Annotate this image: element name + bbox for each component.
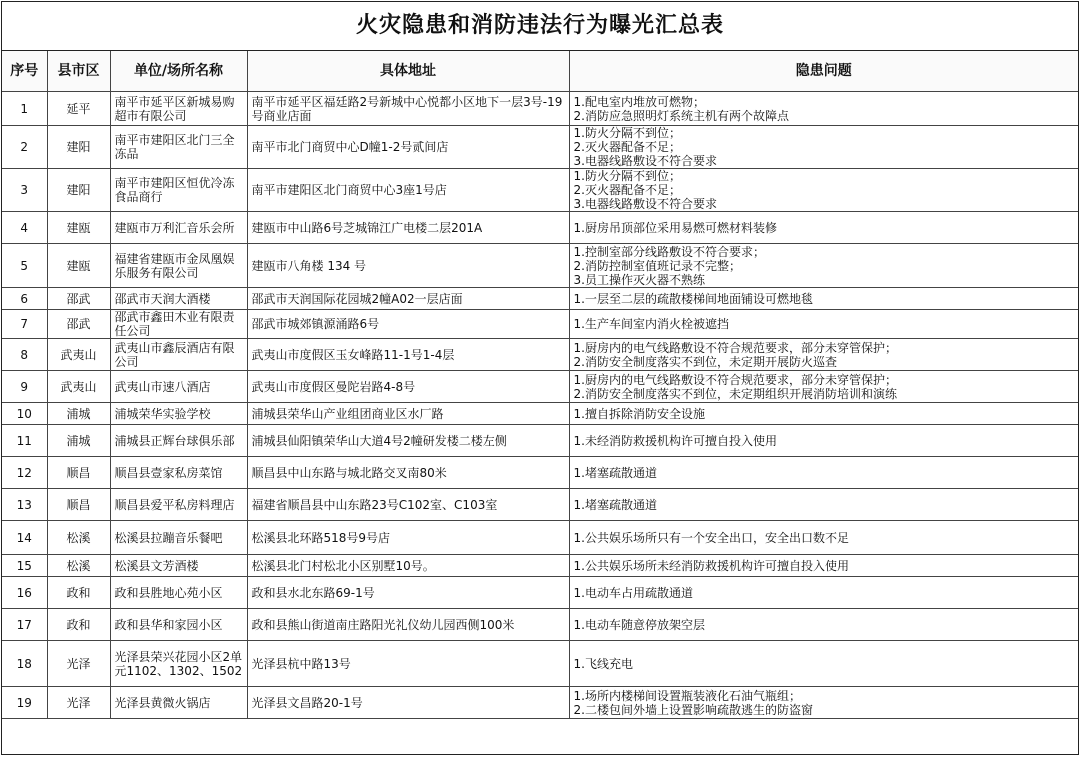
cell-issues [569, 457, 1078, 489]
issue-line: 3.电器线路敷设不符合要求 [573, 154, 717, 168]
cell-address: 浦城县荣华山产业组团商业区水厂路 [247, 403, 569, 425]
issue-line: 1.擅自拆除消防安全设施 [573, 406, 705, 421]
cell-no: 17 [2, 609, 47, 641]
header-issues: 隐患问题 [569, 51, 1078, 92]
hazard-table [2, 51, 1078, 719]
issue-line: 1.场所内楼梯间设置瓶装液化石油气瓶组； [573, 688, 801, 703]
cell-county: 松溪 [47, 521, 110, 555]
page-title: 火灾隐患和消防违法行为曝光汇总表 [2, 2, 1078, 51]
cell-no: 19 [2, 687, 47, 719]
cell-no: 3 [2, 169, 47, 212]
cell-county: 建阳 [47, 169, 110, 212]
cell-county: 武夷山 [47, 371, 110, 403]
cell-issues [569, 212, 1078, 244]
table-row [2, 92, 1078, 126]
cell-unit: 武夷山市速八酒店 [110, 371, 247, 403]
cell-address: 福建省顺昌县中山东路23号C102室、C103室 [247, 489, 569, 521]
cell-address: 建瓯市八角楼 134 号 [247, 244, 569, 288]
table-row [2, 212, 1078, 244]
table-row [2, 521, 1078, 555]
cell-issues [569, 310, 1078, 339]
cell-issues [569, 244, 1078, 288]
cell-no: 15 [2, 555, 47, 577]
table-row [2, 555, 1078, 577]
cell-county: 浦城 [47, 425, 110, 457]
cell-unit: 邵武市鑫田木业有限责任公司 [110, 310, 247, 339]
cell-no: 4 [2, 212, 47, 244]
table-row [2, 457, 1078, 489]
cell-address: 光泽县杭中路13号 [247, 641, 569, 687]
issue-line: 1.控制室部分线路敷设不符合要求； [573, 244, 765, 259]
cell-issues [569, 169, 1078, 212]
cell-county: 邵武 [47, 288, 110, 310]
issue-line: 1.未经消防救援机构许可擅自投入使用 [573, 433, 777, 448]
cell-issues [569, 339, 1078, 371]
cell-county: 延平 [47, 92, 110, 126]
cell-issues [569, 288, 1078, 310]
issue-line: 1.厨房吊顶部位采用易燃可燃材料装修 [573, 220, 777, 235]
cell-address: 武夷山市度假区曼陀岩路4-8号 [247, 371, 569, 403]
cell-unit: 浦城县正辉台球俱乐部 [110, 425, 247, 457]
issue-line: 1.电动车随意停放架空层 [573, 617, 705, 632]
cell-unit: 浦城荣华实验学校 [110, 403, 247, 425]
table-row [2, 577, 1078, 609]
table-body [2, 92, 1078, 719]
table-row [2, 641, 1078, 687]
cell-issues [569, 687, 1078, 719]
cell-unit: 顺昌县壹家私房菜馆 [110, 457, 247, 489]
cell-unit: 南平市建阳区北门三全冻品 [110, 126, 247, 169]
cell-unit: 邵武市天润大酒楼 [110, 288, 247, 310]
cell-address: 邵武市城郊镇源涌路6号 [247, 310, 569, 339]
issue-line: 1.电动车占用疏散通道 [573, 585, 693, 600]
header-county: 县市区 [47, 51, 110, 92]
cell-address: 顺昌县中山东路与城北路交叉南80米 [247, 457, 569, 489]
issue-line: 1.厨房内的电气线路敷设不符合规范要求，部分未穿管保护； [573, 340, 897, 355]
cell-no: 1 [2, 92, 47, 126]
cell-issues [569, 555, 1078, 577]
issue-line: 1.飞线充电 [573, 656, 633, 671]
cell-issues [569, 126, 1078, 169]
table-row [2, 425, 1078, 457]
table-row [2, 403, 1078, 425]
table-row [2, 126, 1078, 169]
cell-county: 建瓯 [47, 244, 110, 288]
table-row [2, 609, 1078, 641]
cell-county: 光泽 [47, 687, 110, 719]
header-row [2, 51, 1078, 92]
cell-issues [569, 92, 1078, 126]
issue-line: 3.电器线路敷设不符合要求 [573, 197, 717, 211]
issue-line: 2.消防应急照明灯系统主机有两个故障点 [573, 108, 789, 123]
cell-unit: 政和县胜地心苑小区 [110, 577, 247, 609]
table-row [2, 310, 1078, 339]
cell-no: 2 [2, 126, 47, 169]
cell-address: 南平市延平区福廷路2号新城中心悦都小区地下一层3号-19号商业店面 [247, 92, 569, 126]
cell-issues [569, 577, 1078, 609]
cell-unit: 南平市建阳区恒优冷冻食品商行 [110, 169, 247, 212]
issue-line: 1.一层至二层的疏散楼梯间地面铺设可燃地毯 [573, 291, 813, 306]
cell-address: 南平市北门商贸中心D幢1-2号贰间店 [247, 126, 569, 169]
cell-no: 6 [2, 288, 47, 310]
cell-county: 建阳 [47, 126, 110, 169]
issue-line: 1.公共娱乐场所未经消防救援机构许可擅自投入使用 [573, 558, 849, 573]
cell-address: 建瓯市中山路6号芝城锦江广电楼二层201A [247, 212, 569, 244]
issue-line: 1.防火分隔不到位； [573, 169, 681, 183]
cell-unit: 光泽县黄微火锅店 [110, 687, 247, 719]
table-row [2, 371, 1078, 403]
cell-address: 松溪县北门村松北小区别墅10号。 [247, 555, 569, 577]
cell-unit: 南平市延平区新城易购超市有限公司 [110, 92, 247, 126]
cell-issues [569, 489, 1078, 521]
cell-address: 浦城县仙阳镇荣华山大道4号2幢研发楼二楼左侧 [247, 425, 569, 457]
issue-line: 1.配电室内堆放可燃物； [573, 94, 705, 109]
cell-unit: 光泽县荣兴花园小区2单元1102、1302、1502 [110, 641, 247, 687]
cell-no: 8 [2, 339, 47, 371]
issue-line: 1.堵塞疏散通道 [573, 497, 657, 512]
cell-address: 光泽县文昌路20-1号 [247, 687, 569, 719]
issue-line: 2.灭火器配备不足； [573, 183, 681, 197]
cell-county: 顺昌 [47, 457, 110, 489]
issue-line: 2.消防安全制度落实不到位，未定期开展防火巡查 [573, 354, 837, 369]
cell-address: 松溪县北环路518号9号店 [247, 521, 569, 555]
cell-issues [569, 403, 1078, 425]
cell-issues [569, 425, 1078, 457]
header-unit: 单位/场所名称 [110, 51, 247, 92]
cell-county: 建瓯 [47, 212, 110, 244]
issue-line: 1.防火分隔不到位； [573, 126, 681, 140]
issue-line: 2.灭火器配备不足； [573, 140, 681, 154]
cell-issues [569, 609, 1078, 641]
cell-address: 南平市建阳区北门商贸中心3座1号店 [247, 169, 569, 212]
cell-address: 武夷山市度假区玉女峰路11-1号1-4层 [247, 339, 569, 371]
cell-no: 10 [2, 403, 47, 425]
cell-county: 浦城 [47, 403, 110, 425]
cell-unit: 顺昌县爱平私房料理店 [110, 489, 247, 521]
cell-address: 政和县水北东路69-1号 [247, 577, 569, 609]
issue-line: 1.厨房内的电气线路敷设不符合规范要求，部分未穿管保护； [573, 372, 897, 387]
cell-no: 14 [2, 521, 47, 555]
cell-county: 政和 [47, 577, 110, 609]
header-no: 序号 [2, 51, 47, 92]
table-row [2, 288, 1078, 310]
cell-no: 11 [2, 425, 47, 457]
issue-line: 3.员工操作灭火器不熟练 [573, 272, 705, 287]
cell-unit: 建瓯市万利汇音乐会所 [110, 212, 247, 244]
cell-unit: 武夷山市鑫辰酒店有限公司 [110, 339, 247, 371]
cell-issues [569, 641, 1078, 687]
issue-line: 2.二楼包间外墙上设置影响疏散逃生的防盗窗 [573, 702, 813, 717]
table-row [2, 169, 1078, 212]
issue-line: 2.消防安全制度落实不到位，未定期组织开展消防培训和演练 [573, 386, 897, 401]
cell-no: 7 [2, 310, 47, 339]
table-row [2, 244, 1078, 288]
cell-county: 光泽 [47, 641, 110, 687]
cell-unit: 松溪县文芳酒楼 [110, 555, 247, 577]
summary-sheet [1, 1, 1079, 755]
cell-no: 9 [2, 371, 47, 403]
cell-unit: 福建省建瓯市金凤凰娱乐服务有限公司 [110, 244, 247, 288]
cell-no: 12 [2, 457, 47, 489]
cell-no: 16 [2, 577, 47, 609]
cell-address: 政和县熊山街道南庄路阳光礼仪幼儿园西侧100米 [247, 609, 569, 641]
cell-county: 政和 [47, 609, 110, 641]
cell-unit: 政和县华和家园小区 [110, 609, 247, 641]
cell-issues [569, 371, 1078, 403]
cell-unit: 松溪县拉蹦音乐餐吧 [110, 521, 247, 555]
header-address: 具体地址 [247, 51, 569, 92]
issue-line: 1.生产车间室内消火栓被遮挡 [573, 317, 729, 331]
cell-county: 顺昌 [47, 489, 110, 521]
table-row [2, 339, 1078, 371]
issue-line: 1.堵塞疏散通道 [573, 465, 657, 480]
cell-no: 18 [2, 641, 47, 687]
cell-address: 邵武市天润国际花园城2幢A02一层店面 [247, 288, 569, 310]
cell-issues [569, 521, 1078, 555]
cell-county: 邵武 [47, 310, 110, 339]
table-row [2, 687, 1078, 719]
cell-no: 13 [2, 489, 47, 521]
issue-line: 2.消防控制室值班记录不完整； [573, 258, 741, 273]
cell-county: 松溪 [47, 555, 110, 577]
cell-no: 5 [2, 244, 47, 288]
issue-line: 1.公共娱乐场所只有一个安全出口，安全出口数不足 [573, 530, 849, 545]
cell-county: 武夷山 [47, 339, 110, 371]
table-row [2, 489, 1078, 521]
